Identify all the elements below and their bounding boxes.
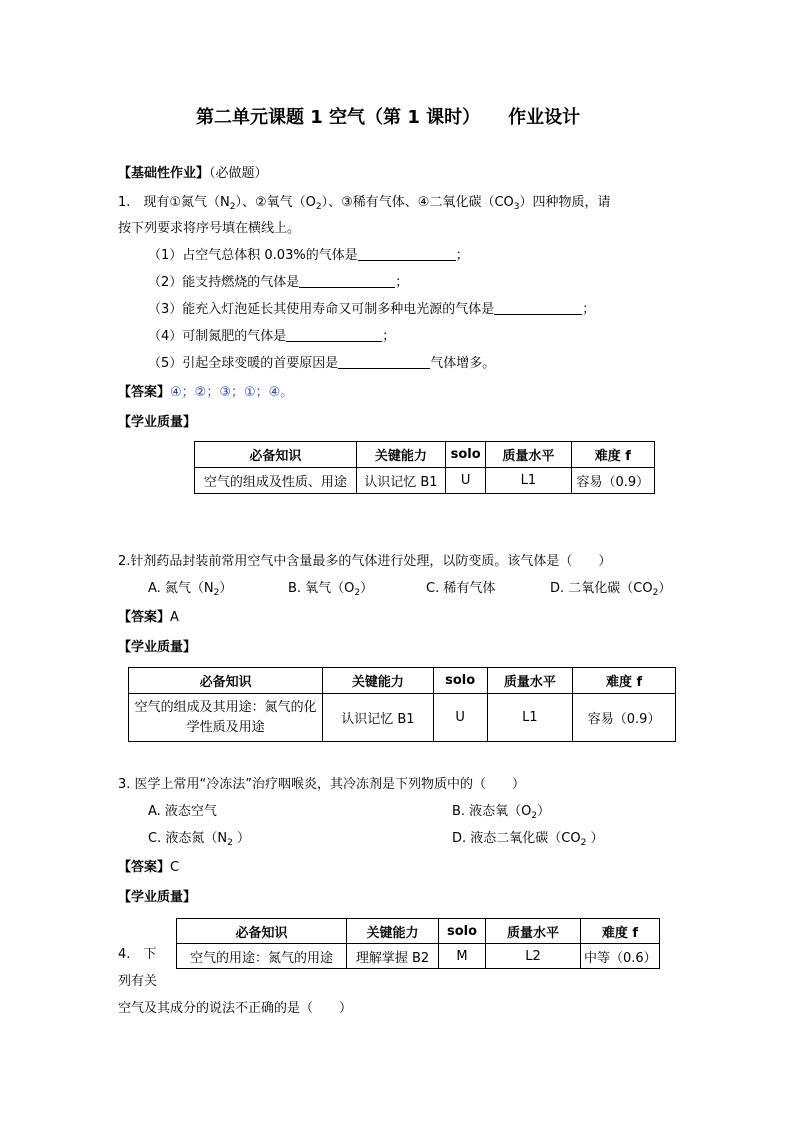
q1-text-b: ）、②氧气（O xyxy=(235,195,316,210)
q1-item-5-text: （5）引起全球变暖的首要原因是 xyxy=(148,356,339,371)
header-ability: 关键能力 xyxy=(356,442,445,468)
q2-opt-b-sub: 2 xyxy=(354,588,361,598)
q2-opt-d-end: ） xyxy=(658,581,672,596)
quality-label: 【学业质量】 xyxy=(118,415,197,430)
q1-item-3: （3）能充入灯泡延长其使用寿命又可制多种电光源的气体是 ； xyxy=(148,302,596,317)
quality-table-1 xyxy=(194,441,655,494)
quality-table-2 xyxy=(128,667,676,742)
header-knowledge: 必备知识 xyxy=(195,442,357,468)
answer-label: 【答案】 xyxy=(118,610,171,625)
header-difficulty: 难度 f xyxy=(571,442,654,468)
cell-ability: 认识记忆 B1 xyxy=(323,694,434,742)
q1-sub-2: 2 xyxy=(315,202,322,212)
header-ability: 关键能力 xyxy=(323,668,434,694)
q1-sub-1: 2 xyxy=(229,202,236,212)
q1-item-4-text: （4）可制氮肥的气体是 xyxy=(148,329,287,344)
table-header-row xyxy=(129,668,676,694)
cell-solo: M xyxy=(439,944,486,969)
table-header-row xyxy=(177,919,660,944)
answer-blank[interactable] xyxy=(358,247,456,261)
table-row xyxy=(129,694,676,742)
q2-opt-d-text: D. 二氧化碳（CO xyxy=(550,581,653,596)
header-level: 质量水平 xyxy=(486,919,581,944)
q1-text-d: ）四种物质，请 xyxy=(519,195,611,210)
q2-option-b[interactable] xyxy=(288,580,373,602)
q1-stem-line2: 按下列要求将序号填在横线上。 xyxy=(118,221,301,236)
cell-knowledge: 空气的用途：氮气的用途 xyxy=(177,944,347,969)
q3-option-a[interactable]: A. 液态空气 xyxy=(148,804,217,819)
q3-opt-d-end: ） xyxy=(586,831,604,846)
q1-text-a: 1. 现有①氮气（N xyxy=(118,195,230,210)
q4-stem-line2: 列有关 xyxy=(118,974,158,989)
q2-opt-a-end: ） xyxy=(219,581,233,596)
cell-ability: 理解掌握 B2 xyxy=(347,944,439,969)
table-row xyxy=(195,468,655,494)
q3-opt-c-end: ） xyxy=(232,831,250,846)
q1-item-1: （1）占空气总体积 0.03%的气体是 ； xyxy=(148,248,469,263)
q1-item-2-text: （2）能支持燃烧的气体是 xyxy=(148,275,300,290)
q3-option-c[interactable] xyxy=(148,830,250,852)
q3-opt-b-text: B. 液态氧（O xyxy=(452,804,532,819)
q3-opt-c-sub: 2 xyxy=(227,838,233,848)
q2-opt-b-end: ） xyxy=(360,581,374,596)
q2-answer xyxy=(118,609,179,627)
q3-opt-d-sub: 2 xyxy=(580,838,587,848)
answer-blank[interactable] xyxy=(299,274,395,288)
q2-stem: 2.针剂药品封装前常用空气中含量最多的气体进行处理，以防变质。该气体是（ ） xyxy=(118,554,612,569)
q1-item-1-text: （1）占空气总体积 0.03%的气体是 xyxy=(148,248,358,263)
section-label: 【基础性作业】 xyxy=(118,166,210,181)
q1-answer xyxy=(118,384,293,402)
q3-stem: 3. 医学上常用“冷冻法”治疗咽喉炎，其冷冻剂是下列物质中的（ ） xyxy=(118,777,526,792)
q1-item-5 xyxy=(148,355,495,373)
quality-table-3 xyxy=(176,918,660,969)
header-level: 质量水平 xyxy=(487,668,573,694)
q1-item-5-tail: 气体增多。 xyxy=(430,356,496,371)
q2-option-c[interactable]: C. 稀有气体 xyxy=(426,581,496,596)
q1-item-4: （4）可制氮肥的气体是 ； xyxy=(148,329,396,344)
q3-option-d[interactable] xyxy=(452,830,603,852)
answer-blank[interactable] xyxy=(494,301,582,315)
q3-opt-b-sub: 2 xyxy=(531,811,538,821)
header-solo: solo xyxy=(439,919,486,944)
answer-label: 【答案】 xyxy=(118,860,171,875)
q1-text-c: ）、③稀有气体、④二氧化碳（CO xyxy=(321,195,514,210)
answer-blank[interactable] xyxy=(338,355,430,369)
q4-stem-line3: 空气及其成分的说法不正确的是（ ） xyxy=(118,1001,353,1016)
q1-stem-line1 xyxy=(118,194,611,216)
quality-label: 【学业质量】 xyxy=(118,640,197,655)
section-heading xyxy=(118,165,268,183)
q3-answer xyxy=(118,859,179,877)
q2-opt-b-text: B. 氧气（O xyxy=(288,581,355,596)
title-main: 第二单元课题 1 空气（第 1 课时） xyxy=(196,107,481,128)
q3-opt-d-text: D. 液态二氧化碳（CO xyxy=(452,831,581,846)
cell-level: L1 xyxy=(487,694,573,742)
q3-opt-c-text: C. 液态氮（N xyxy=(148,831,228,846)
cell-level: L1 xyxy=(486,468,571,494)
q2-option-a[interactable] xyxy=(148,580,232,602)
answer-value: C xyxy=(170,860,180,875)
answer-value: ④；②；③；①；④。 xyxy=(170,385,294,400)
header-solo: solo xyxy=(433,668,487,694)
cell-knowledge: 空气的组成及性质、用途 xyxy=(195,468,357,494)
table-row xyxy=(177,944,660,969)
q2-opt-d-sub: 2 xyxy=(652,588,659,598)
cell-solo: U xyxy=(446,468,486,494)
header-level: 质量水平 xyxy=(486,442,571,468)
page-title xyxy=(196,106,580,130)
answer-blank[interactable] xyxy=(286,328,382,342)
header-knowledge: 必备知识 xyxy=(129,668,323,694)
q1-item-3-text: （3）能充入灯泡延长其使用寿命又可制多种电光源的气体是 xyxy=(148,302,495,317)
section-note: （必做题） xyxy=(209,166,268,181)
cell-difficulty: 容易（0.9） xyxy=(571,468,654,494)
cell-solo: U xyxy=(433,694,487,742)
quality-label: 【学业质量】 xyxy=(118,890,197,905)
header-difficulty: 难度 f xyxy=(581,919,660,944)
header-difficulty: 难度 f xyxy=(573,668,676,694)
cell-level: L2 xyxy=(486,944,581,969)
cell-difficulty: 中等（0.6） xyxy=(581,944,660,969)
cell-ability: 认识记忆 B1 xyxy=(356,468,445,494)
header-knowledge: 必备知识 xyxy=(177,919,347,944)
q1-sub-3: 3 xyxy=(513,202,520,212)
header-solo: solo xyxy=(446,442,486,468)
q3-option-b[interactable] xyxy=(452,803,550,825)
cell-difficulty: 容易（0.9） xyxy=(573,694,676,742)
cell-knowledge: 空气的组成及其用途：氮气的化学性质及用途 xyxy=(129,694,323,742)
q1-item-2: （2）能支持燃烧的气体是 ； xyxy=(148,275,409,290)
q2-opt-a-sub: 2 xyxy=(213,588,220,598)
q4-number: 4. 下 xyxy=(118,947,157,962)
q2-option-d[interactable] xyxy=(550,580,671,602)
answer-value: A xyxy=(170,610,179,625)
title-suffix: 作业设计 xyxy=(508,107,581,128)
header-ability: 关键能力 xyxy=(347,919,439,944)
answer-label: 【答案】 xyxy=(118,385,171,400)
table-header-row xyxy=(195,442,655,468)
q2-opt-a-text: A. 氮气（N xyxy=(148,581,214,596)
q3-opt-b-end: ） xyxy=(537,804,551,819)
